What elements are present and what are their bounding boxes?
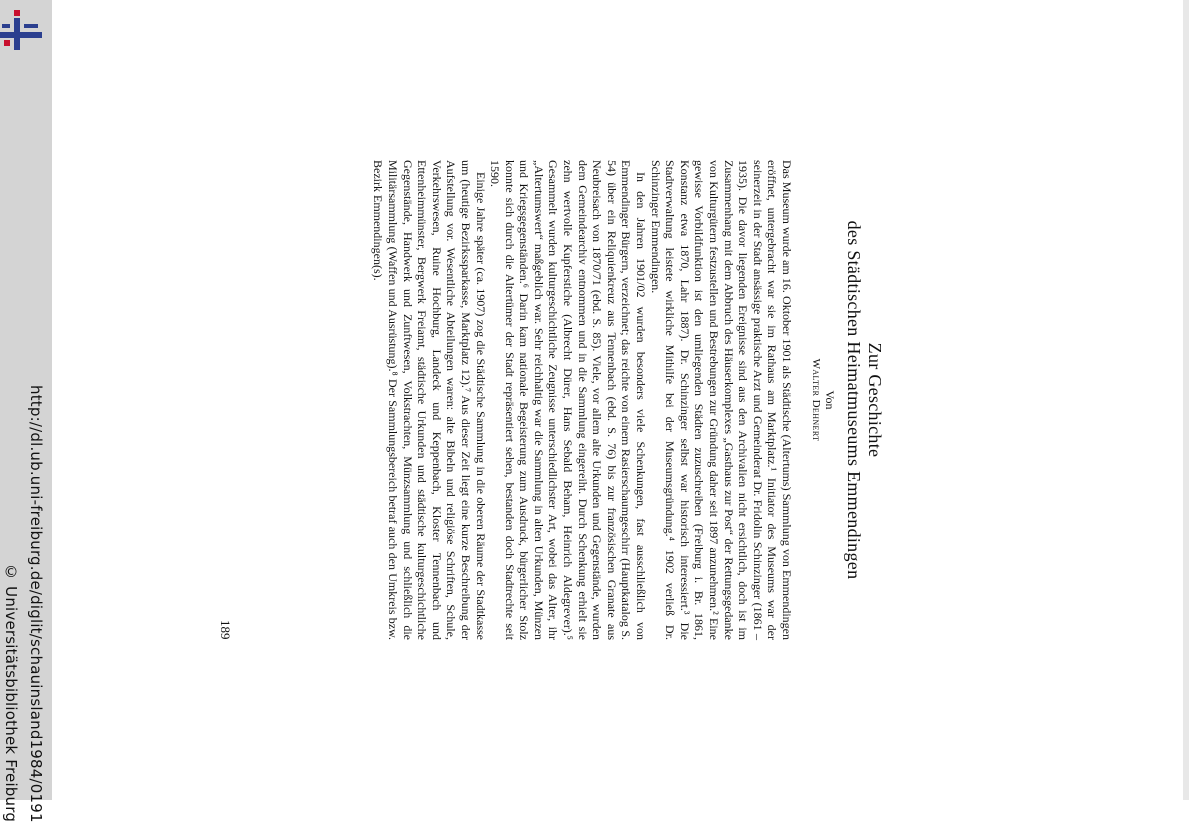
author-name: Walter Dehnert (810, 358, 822, 442)
source-url[interactable]: http://dl.ub.uni-freiburg.de/diglit/schauinsland1984/0191 (27, 385, 45, 823)
document-page (0, 160, 885, 640)
scrollbar[interactable] (1183, 0, 1189, 800)
byline-von: Von (823, 390, 837, 410)
article-title-line2: des Städtischen Heimatmuseums Emmendingen (844, 220, 864, 580)
paragraph: Das Museum wurde am 16. Oktober 1901 als Städtische (Altertums) Sammlung von Emmendingen eröffnet, untergebracht war sie im Rathaus am Marktplatz.¹ Initiator des Museums war der seinerzeit in der Stadt ansässige praktische Arzt und Gemeinderat Dr. Fridolin Schinzinger (1861 – 1935). Die davor liegenden Ereignisse sind aus den Archivalien nicht ersichtlich, doch ist im Zusammenhang mit dem Abbruch des Häuserkomplexes „Gasthaus zur Post“ der Rettungsgedanke von Kulturgütern festzustellen und Bestrebungen zur Gründung daher seit 1897 anzunehmen.² Eine gewisse Vorbildfunktion ist den umliegenden Städten zuzuschreiben (Freiburg i. Br. 1861, Konstanz etwa 1870, Lahr 1887). Dr. Schinzinger selbst war historisch interessiert.³ Die Stadtverwaltung leistete wirkliche Mithilfe bei der Museumsgründung.⁴ 1902 verließ Dr. Schinzinger Emmendingen. (648, 160, 794, 640)
page-number: 189 (218, 620, 233, 640)
article-title-line1: Zur Geschichte (865, 342, 885, 458)
page-content (218, 160, 893, 640)
copyright-notice: © Universitätsbibliothek Freiburg (2, 563, 20, 823)
paragraph: Einige Jahre später (ca. 1907) zog die Städtische Sammlung in die oberen Räume der Stadtkasse um (heutige Bezirkssparkasse, Marktplatz 12).⁷ Aus dieser Zeit liegt eine kurze Beschreibung der Aufstellung vor. Wesentliche Abteilungen waren: alte Bibeln und religiöse Schriften, Schule, Verkehrswesen, Ruine Hochburg, Landeck und Keppenbach, Kloster Tennenbach und Ettenheimmünster, Bergwerk Freiamt, städtische Urkunden und städtische kulturgeschichtliche Gegenstände, Handwerk und Zunftwesen, Volkstrachten, Münzsammlung und schließlich die Militärsammlung (Waffen und Ausrüstung).⁸ Der Sammlungsbereich betraf auch den Umkreis bzw. Bezirk Emmendingen(s). (371, 160, 488, 640)
paragraph: In den Jahren 1901/02 wurden besonders viele Schenkungen, fast ausschließlich von Emmendinger Bürgern, verzeichnet; das reichte von einem Rasierschaumgeschirr (Hauptkatalog S. 54) über ein Reliquienkreuz aus Tennenbach (ebd. S. 76) bis zur französischen Granate aus Neubreisach von 1870/71 (ebd. S. 85). Viele, vor allem alte Urkunden und Gegenstände, wurden dem Gemeindearchiv entnommen und in die Sammlung eingereiht. Durch Schenkung erhielt sie zehn wertvolle Kupferstiche (Albrecht Dürer, Hans Sebald Beham, Heinrich Aldegrever).⁵ Gesammelt wurden kulturgeschichtliche Zeugnisse unterschiedlichster Art, wobei das Alter, ihr „Altertumswert“ maßgeblich war. Sehr reichhaltig war die Sammlung in alten Urkunden, Münzen und Kriegsgegenständen.⁶ Darin kam nationale Begeisterung zum Ausdruck, bürgerlicher Stolz konnte sich durch die Altertümer der Stadt repräsentiert sehen, bestanden doch Stadtrechte seit 1590. (488, 160, 649, 640)
university-logo-icon[interactable] (0, 10, 46, 50)
article-body (371, 160, 794, 640)
